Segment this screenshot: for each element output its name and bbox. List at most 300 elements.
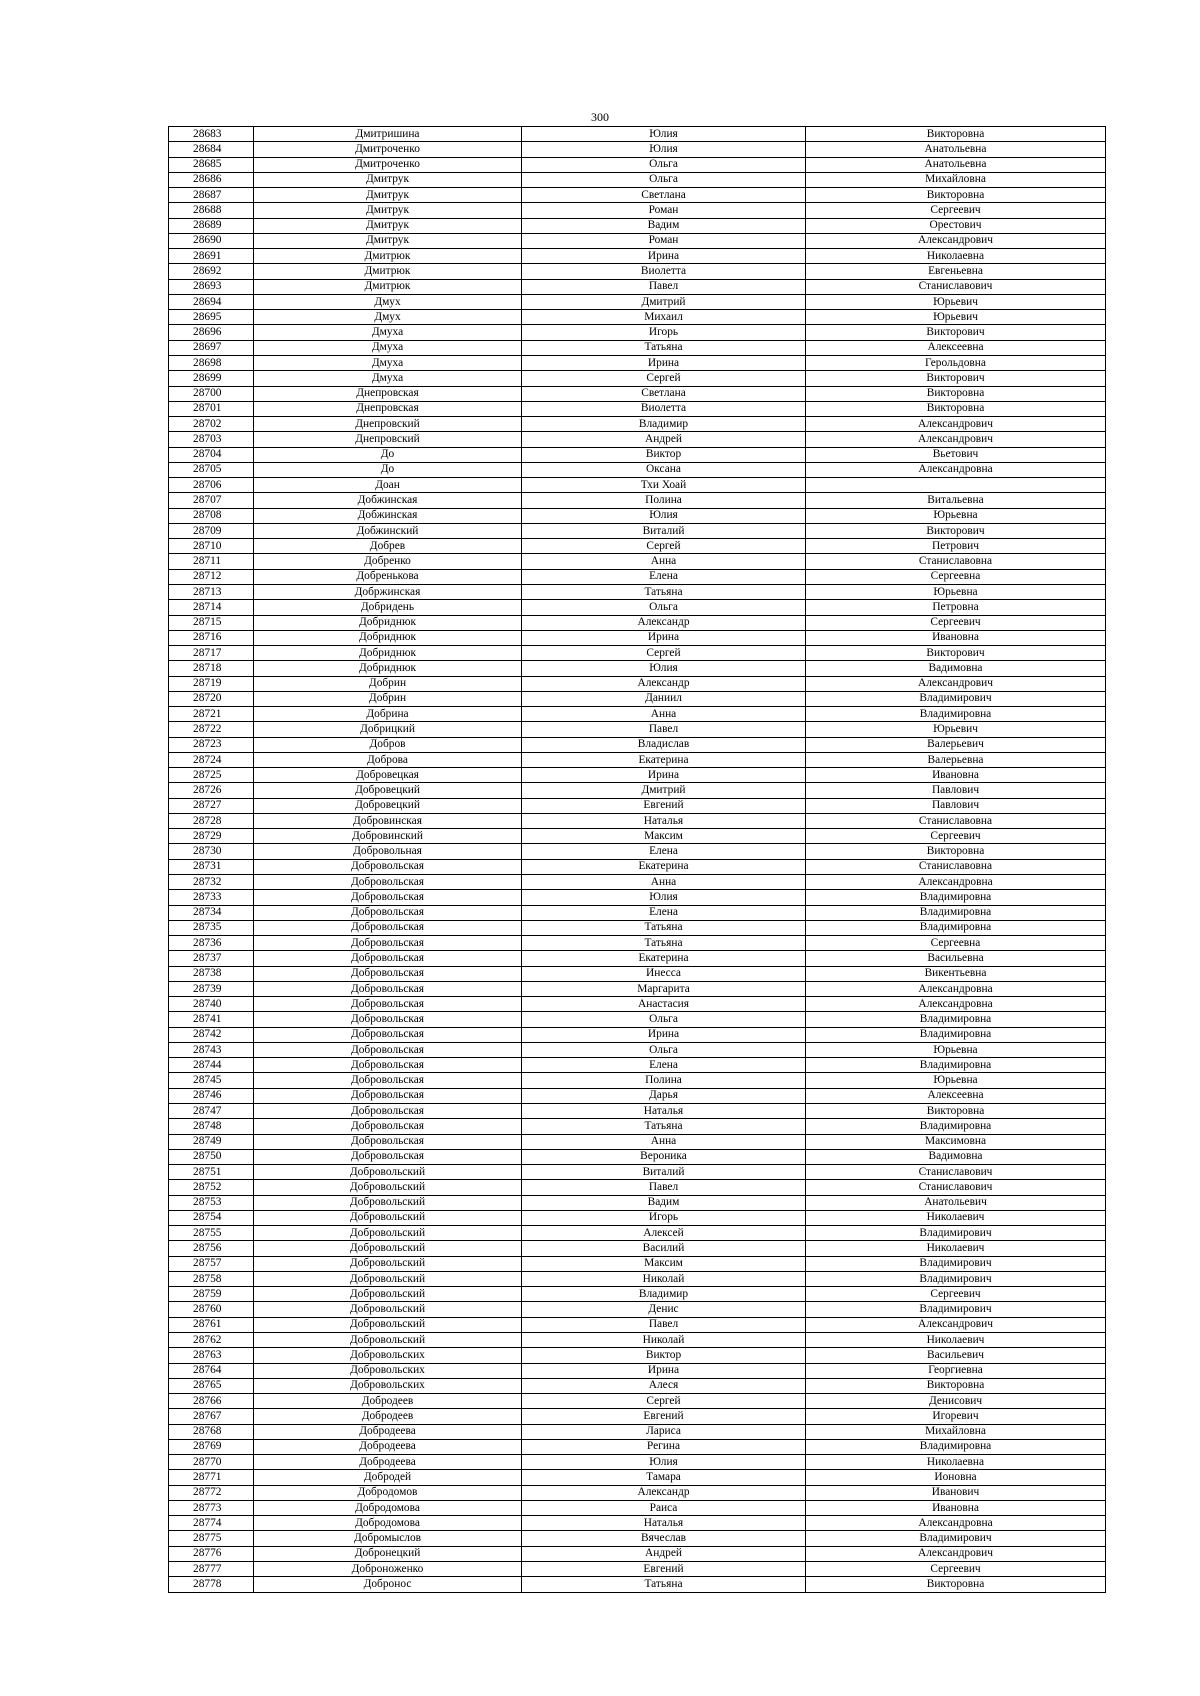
table-row bbox=[169, 1119, 1106, 1134]
record-number-cell: 28754 bbox=[169, 1210, 254, 1225]
first-name-cell: Вячеслав bbox=[522, 1531, 806, 1546]
surname-cell: Добровольский bbox=[254, 1241, 522, 1256]
first-name-cell: Даниил bbox=[522, 691, 806, 706]
first-name-cell: Дарья bbox=[522, 1088, 806, 1103]
table-row bbox=[169, 1271, 1106, 1286]
surname-cell: Дмитрюк bbox=[254, 264, 522, 279]
patronymic-cell: Викторовна bbox=[806, 1577, 1106, 1592]
first-name-cell: Полина bbox=[522, 493, 806, 508]
table-row bbox=[169, 157, 1106, 172]
record-number-cell: 28764 bbox=[169, 1363, 254, 1378]
surname-cell: Добродомов bbox=[254, 1485, 522, 1500]
table-row bbox=[169, 1531, 1106, 1546]
surname-cell: Добрина bbox=[254, 707, 522, 722]
record-number-cell: 28740 bbox=[169, 997, 254, 1012]
first-name-cell: Татьяна bbox=[522, 584, 806, 599]
table-row bbox=[169, 1226, 1106, 1241]
table-row bbox=[169, 584, 1106, 599]
table-row bbox=[169, 859, 1106, 874]
surname-cell: Добромыслов bbox=[254, 1531, 522, 1546]
surname-cell: Днепровская bbox=[254, 386, 522, 401]
table-row bbox=[169, 294, 1106, 309]
patronymic-cell: Николаевич bbox=[806, 1332, 1106, 1347]
first-name-cell: Андрей bbox=[522, 1546, 806, 1561]
record-number-cell: 28743 bbox=[169, 1042, 254, 1057]
patronymic-cell: Ивановна bbox=[806, 768, 1106, 783]
surname-cell: Дмуха bbox=[254, 371, 522, 386]
surname-cell: Добриднюк bbox=[254, 630, 522, 645]
record-number-cell: 28687 bbox=[169, 188, 254, 203]
patronymic-cell: Ивановна bbox=[806, 1500, 1106, 1515]
record-number-cell: 28695 bbox=[169, 310, 254, 325]
record-number-cell: 28708 bbox=[169, 508, 254, 523]
record-number-cell: 28778 bbox=[169, 1577, 254, 1592]
record-number-cell: 28715 bbox=[169, 615, 254, 630]
surname-cell: Добродомова bbox=[254, 1500, 522, 1515]
patronymic-cell: Вадимовна bbox=[806, 661, 1106, 676]
record-number-cell: 28770 bbox=[169, 1455, 254, 1470]
record-number-cell: 28750 bbox=[169, 1149, 254, 1164]
patronymic-cell: Викторовна bbox=[806, 844, 1106, 859]
record-number-cell: 28757 bbox=[169, 1256, 254, 1271]
patronymic-cell: Владимирович bbox=[806, 691, 1106, 706]
first-name-cell: Роман bbox=[522, 203, 806, 218]
record-number-cell: 28717 bbox=[169, 646, 254, 661]
patronymic-cell: Витальевна bbox=[806, 493, 1106, 508]
table-row bbox=[169, 1027, 1106, 1042]
surname-cell: Добрев bbox=[254, 539, 522, 554]
first-name-cell: Юлия bbox=[522, 1455, 806, 1470]
record-number-cell: 28739 bbox=[169, 981, 254, 996]
first-name-cell: Сергей bbox=[522, 539, 806, 554]
first-name-cell: Ирина bbox=[522, 249, 806, 264]
table-row bbox=[169, 630, 1106, 645]
surname-cell: Добровецкая bbox=[254, 768, 522, 783]
surname-cell: Добровинская bbox=[254, 813, 522, 828]
record-number-cell: 28733 bbox=[169, 890, 254, 905]
table-row bbox=[169, 844, 1106, 859]
first-name-cell: Анна bbox=[522, 1134, 806, 1149]
surname-cell: Добриднюк bbox=[254, 615, 522, 630]
record-number-cell: 28737 bbox=[169, 951, 254, 966]
surname-cell: До bbox=[254, 447, 522, 462]
record-number-cell: 28698 bbox=[169, 355, 254, 370]
patronymic-cell: Павлович bbox=[806, 798, 1106, 813]
table-row bbox=[169, 493, 1106, 508]
record-number-cell: 28704 bbox=[169, 447, 254, 462]
first-name-cell: Виталий bbox=[522, 523, 806, 538]
surname-cell: Дмитрук bbox=[254, 203, 522, 218]
surname-cell: Добровольский bbox=[254, 1332, 522, 1347]
table-row bbox=[169, 813, 1106, 828]
record-number-cell: 28684 bbox=[169, 142, 254, 157]
first-name-cell: Виолетта bbox=[522, 401, 806, 416]
record-number-cell: 28763 bbox=[169, 1348, 254, 1363]
surname-cell: Добровольская bbox=[254, 1027, 522, 1042]
record-number-cell: 28693 bbox=[169, 279, 254, 294]
first-name-cell: Виолетта bbox=[522, 264, 806, 279]
patronymic-cell: Денисович bbox=[806, 1394, 1106, 1409]
table-row bbox=[169, 1470, 1106, 1485]
first-name-cell: Екатерина bbox=[522, 859, 806, 874]
surname-cell: Добродомова bbox=[254, 1516, 522, 1531]
table-row bbox=[169, 340, 1106, 355]
first-name-cell: Владимир bbox=[522, 417, 806, 432]
table-row bbox=[169, 233, 1106, 248]
table-row bbox=[169, 264, 1106, 279]
record-number-cell: 28724 bbox=[169, 752, 254, 767]
first-name-cell: Игорь bbox=[522, 1210, 806, 1225]
table-row bbox=[169, 401, 1106, 416]
table-row bbox=[169, 172, 1106, 187]
record-number-cell: 28745 bbox=[169, 1073, 254, 1088]
first-name-cell: Павел bbox=[522, 1180, 806, 1195]
patronymic-cell: Васильевич bbox=[806, 1348, 1106, 1363]
first-name-cell: Татьяна bbox=[522, 1577, 806, 1592]
table-row bbox=[169, 325, 1106, 340]
table-row bbox=[169, 981, 1106, 996]
surname-cell: Добровольская bbox=[254, 1104, 522, 1119]
record-number-cell: 28692 bbox=[169, 264, 254, 279]
patronymic-cell: Ивановна bbox=[806, 630, 1106, 645]
patronymic-cell: Орестович bbox=[806, 218, 1106, 233]
table-row bbox=[169, 554, 1106, 569]
table-row bbox=[169, 737, 1106, 752]
record-number-cell: 28710 bbox=[169, 539, 254, 554]
first-name-cell: Игорь bbox=[522, 325, 806, 340]
patronymic-cell: Владимирович bbox=[806, 1531, 1106, 1546]
table-row bbox=[169, 1256, 1106, 1271]
table-row bbox=[169, 646, 1106, 661]
table-row bbox=[169, 1424, 1106, 1439]
surname-cell: Дмитроченко bbox=[254, 142, 522, 157]
first-name-cell: Евгений bbox=[522, 1561, 806, 1576]
table-row bbox=[169, 936, 1106, 951]
record-number-cell: 28753 bbox=[169, 1195, 254, 1210]
table-row bbox=[169, 1363, 1106, 1378]
first-name-cell: Михаил bbox=[522, 310, 806, 325]
table-row bbox=[169, 1195, 1106, 1210]
table-row bbox=[169, 676, 1106, 691]
patronymic-cell: Владимировна bbox=[806, 920, 1106, 935]
first-name-cell: Тамара bbox=[522, 1470, 806, 1485]
first-name-cell: Наталья bbox=[522, 1104, 806, 1119]
table-row bbox=[169, 1012, 1106, 1027]
first-name-cell: Лариса bbox=[522, 1424, 806, 1439]
table-row bbox=[169, 905, 1106, 920]
patronymic-cell: Алексеевна bbox=[806, 1088, 1106, 1103]
patronymic-cell: Юрьевна bbox=[806, 1073, 1106, 1088]
surname-cell: Добровольная bbox=[254, 844, 522, 859]
surname-cell: Дмитрук bbox=[254, 233, 522, 248]
record-number-cell: 28712 bbox=[169, 569, 254, 584]
record-number-cell: 28720 bbox=[169, 691, 254, 706]
surname-cell: Дмитришина bbox=[254, 127, 522, 142]
patronymic-cell: Юрьевна bbox=[806, 1042, 1106, 1057]
first-name-cell: Ирина bbox=[522, 768, 806, 783]
surname-cell: Добродей bbox=[254, 1470, 522, 1485]
table-row bbox=[169, 1394, 1106, 1409]
record-number-cell: 28738 bbox=[169, 966, 254, 981]
patronymic-cell: Юрьевна bbox=[806, 508, 1106, 523]
patronymic-cell: Сергеевич bbox=[806, 1287, 1106, 1302]
record-number-cell: 28748 bbox=[169, 1119, 254, 1134]
first-name-cell: Маргарита bbox=[522, 981, 806, 996]
patronymic-cell: Ионовна bbox=[806, 1470, 1106, 1485]
record-number-cell: 28714 bbox=[169, 600, 254, 615]
table-row bbox=[169, 1302, 1106, 1317]
record-number-cell: 28730 bbox=[169, 844, 254, 859]
patronymic-cell: Валерьевна bbox=[806, 752, 1106, 767]
record-number-cell: 28683 bbox=[169, 127, 254, 142]
table-row bbox=[169, 783, 1106, 798]
first-name-cell: Раиса bbox=[522, 1500, 806, 1515]
first-name-cell: Максим bbox=[522, 1256, 806, 1271]
surname-cell: Доброва bbox=[254, 752, 522, 767]
patronymic-cell: Михайловна bbox=[806, 1424, 1106, 1439]
surname-cell: Добровольская bbox=[254, 981, 522, 996]
table-row bbox=[169, 1088, 1106, 1103]
surname-cell: Дмуха bbox=[254, 340, 522, 355]
patronymic-cell: Станиславович bbox=[806, 1180, 1106, 1195]
surname-cell: Добридень bbox=[254, 600, 522, 615]
patronymic-cell: Игоревич bbox=[806, 1409, 1106, 1424]
table-row bbox=[169, 615, 1106, 630]
table-row bbox=[169, 1241, 1106, 1256]
surname-cell: Дмитрюк bbox=[254, 279, 522, 294]
record-number-cell: 28701 bbox=[169, 401, 254, 416]
surname-cell: Добровольских bbox=[254, 1348, 522, 1363]
record-number-cell: 28767 bbox=[169, 1409, 254, 1424]
patronymic-cell: Валерьевич bbox=[806, 737, 1106, 752]
surname-cell: Дмитрук bbox=[254, 172, 522, 187]
table-row bbox=[169, 691, 1106, 706]
surname-cell: Добров bbox=[254, 737, 522, 752]
record-number-cell: 28716 bbox=[169, 630, 254, 645]
first-name-cell: Сергей bbox=[522, 371, 806, 386]
patronymic-cell: Викторовна bbox=[806, 1104, 1106, 1119]
patronymic-cell: Николаевна bbox=[806, 1455, 1106, 1470]
first-name-cell: Владимир bbox=[522, 1287, 806, 1302]
table-row bbox=[169, 1332, 1106, 1347]
record-number-cell: 28726 bbox=[169, 783, 254, 798]
table-row bbox=[169, 279, 1106, 294]
patronymic-cell: Анатольевич bbox=[806, 1195, 1106, 1210]
table-row bbox=[169, 920, 1106, 935]
surname-cell: Добровольская bbox=[254, 997, 522, 1012]
patronymic-cell: Владимировна bbox=[806, 890, 1106, 905]
record-number-cell: 28759 bbox=[169, 1287, 254, 1302]
table-row bbox=[169, 462, 1106, 477]
table-row bbox=[169, 752, 1106, 767]
surname-cell: Добровольская bbox=[254, 936, 522, 951]
first-name-cell: Роман bbox=[522, 233, 806, 248]
table-row bbox=[169, 1149, 1106, 1164]
patronymic-cell: Владимирович bbox=[806, 1302, 1106, 1317]
first-name-cell: Юлия bbox=[522, 142, 806, 157]
record-number-cell: 28761 bbox=[169, 1317, 254, 1332]
record-number-cell: 28718 bbox=[169, 661, 254, 676]
surname-cell: Добровольский bbox=[254, 1302, 522, 1317]
surname-cell: Добровольских bbox=[254, 1378, 522, 1393]
first-name-cell: Юлия bbox=[522, 661, 806, 676]
record-number-cell: 28728 bbox=[169, 813, 254, 828]
first-name-cell: Дмитрий bbox=[522, 294, 806, 309]
record-number-cell: 28774 bbox=[169, 1516, 254, 1531]
surname-cell: Добровольская bbox=[254, 966, 522, 981]
surname-cell: Добровольский bbox=[254, 1271, 522, 1286]
table-row bbox=[169, 523, 1106, 538]
surname-cell: Добровольский bbox=[254, 1317, 522, 1332]
patronymic-cell: Николаевич bbox=[806, 1210, 1106, 1225]
record-number-cell: 28746 bbox=[169, 1088, 254, 1103]
record-number-cell: 28727 bbox=[169, 798, 254, 813]
patronymic-cell: Александровна bbox=[806, 875, 1106, 890]
patronymic-cell: Станиславович bbox=[806, 279, 1106, 294]
surname-cell: Добржинская bbox=[254, 584, 522, 599]
first-name-cell: Светлана bbox=[522, 188, 806, 203]
patronymic-cell: Васильевна bbox=[806, 951, 1106, 966]
surname-cell: Добродеев bbox=[254, 1394, 522, 1409]
record-number-cell: 28691 bbox=[169, 249, 254, 264]
record-number-cell: 28700 bbox=[169, 386, 254, 401]
surname-cell: Днепровский bbox=[254, 432, 522, 447]
patronymic-cell: Петровна bbox=[806, 600, 1106, 615]
surname-cell: Добровольский bbox=[254, 1210, 522, 1225]
first-name-cell: Тхи Хоай bbox=[522, 478, 806, 493]
surname-cell: Добровольский bbox=[254, 1256, 522, 1271]
first-name-cell: Ирина bbox=[522, 630, 806, 645]
first-name-cell: Вадим bbox=[522, 218, 806, 233]
surname-cell: Добровольский bbox=[254, 1226, 522, 1241]
record-number-cell: 28703 bbox=[169, 432, 254, 447]
surname-cell: Добровольская bbox=[254, 1134, 522, 1149]
table-row bbox=[169, 875, 1106, 890]
patronymic-cell: Юрьевич bbox=[806, 294, 1106, 309]
patronymic-cell: Александровна bbox=[806, 462, 1106, 477]
first-name-cell: Виктор bbox=[522, 1348, 806, 1363]
surname-cell: Добровольская bbox=[254, 1088, 522, 1103]
record-number-cell: 28713 bbox=[169, 584, 254, 599]
record-number-cell: 28751 bbox=[169, 1165, 254, 1180]
first-name-cell: Евгений bbox=[522, 1409, 806, 1424]
patronymic-cell: Викторовна bbox=[806, 188, 1106, 203]
first-name-cell: Елена bbox=[522, 569, 806, 584]
surname-cell: Доан bbox=[254, 478, 522, 493]
patronymic-cell: Викторовна bbox=[806, 401, 1106, 416]
table-row bbox=[169, 1516, 1106, 1531]
first-name-cell: Ирина bbox=[522, 1027, 806, 1042]
first-name-cell: Екатерина bbox=[522, 951, 806, 966]
first-name-cell: Павел bbox=[522, 722, 806, 737]
surname-cell: Добровольская bbox=[254, 1042, 522, 1057]
surname-cell: Добровольская bbox=[254, 1149, 522, 1164]
patronymic-cell: Владимировна bbox=[806, 1012, 1106, 1027]
first-name-cell: Елена bbox=[522, 1058, 806, 1073]
surname-cell: Днепровская bbox=[254, 401, 522, 416]
first-name-cell: Татьяна bbox=[522, 340, 806, 355]
record-number-cell: 28689 bbox=[169, 218, 254, 233]
patronymic-cell: Викторовна bbox=[806, 386, 1106, 401]
surname-cell: Дмитрюк bbox=[254, 249, 522, 264]
surname-cell: Добровольский bbox=[254, 1180, 522, 1195]
surname-cell: Добрин bbox=[254, 676, 522, 691]
first-name-cell: Александр bbox=[522, 676, 806, 691]
table-row bbox=[169, 1073, 1106, 1088]
first-name-cell: Наталья bbox=[522, 1516, 806, 1531]
record-number-cell: 28758 bbox=[169, 1271, 254, 1286]
first-name-cell: Анна bbox=[522, 875, 806, 890]
record-number-cell: 28711 bbox=[169, 554, 254, 569]
first-name-cell: Павел bbox=[522, 279, 806, 294]
surname-cell: Добровольская bbox=[254, 951, 522, 966]
table-row bbox=[169, 1409, 1106, 1424]
patronymic-cell: Юрьевич bbox=[806, 722, 1106, 737]
table-row bbox=[169, 1439, 1106, 1454]
record-number-cell: 28694 bbox=[169, 294, 254, 309]
surname-cell: Добровольская bbox=[254, 1058, 522, 1073]
first-name-cell: Владислав bbox=[522, 737, 806, 752]
record-number-cell: 28696 bbox=[169, 325, 254, 340]
patronymic-cell: Станиславовна bbox=[806, 859, 1106, 874]
patronymic-cell: Александрович bbox=[806, 233, 1106, 248]
table-row bbox=[169, 1104, 1106, 1119]
first-name-cell: Андрей bbox=[522, 432, 806, 447]
patronymic-cell: Максимовна bbox=[806, 1134, 1106, 1149]
record-number-cell: 28722 bbox=[169, 722, 254, 737]
first-name-cell: Оксана bbox=[522, 462, 806, 477]
table-row bbox=[169, 1180, 1106, 1195]
patronymic-cell: Викторовна bbox=[806, 1378, 1106, 1393]
patronymic-cell: Александрович bbox=[806, 1317, 1106, 1332]
table-row bbox=[169, 249, 1106, 264]
first-name-cell: Максим bbox=[522, 829, 806, 844]
first-name-cell: Татьяна bbox=[522, 936, 806, 951]
table-row bbox=[169, 203, 1106, 218]
surname-cell: Добровольская bbox=[254, 905, 522, 920]
table-row bbox=[169, 1165, 1106, 1180]
first-name-cell: Татьяна bbox=[522, 920, 806, 935]
surname-cell: Добровольский bbox=[254, 1195, 522, 1210]
patronymic-cell: Александровна bbox=[806, 981, 1106, 996]
first-name-cell: Анна bbox=[522, 707, 806, 722]
table-row bbox=[169, 890, 1106, 905]
first-name-cell: Юлия bbox=[522, 890, 806, 905]
surname-cell: Добродеева bbox=[254, 1455, 522, 1470]
record-number-cell: 28744 bbox=[169, 1058, 254, 1073]
surname-cell: Добрин bbox=[254, 691, 522, 706]
surname-cell: Добровецкий bbox=[254, 798, 522, 813]
patronymic-cell: Владимирович bbox=[806, 1256, 1106, 1271]
patronymic-cell: Станиславовна bbox=[806, 554, 1106, 569]
record-number-cell: 28706 bbox=[169, 478, 254, 493]
first-name-cell: Светлана bbox=[522, 386, 806, 401]
patronymic-cell: Юрьевич bbox=[806, 310, 1106, 325]
record-number-cell: 28707 bbox=[169, 493, 254, 508]
record-number-cell: 28685 bbox=[169, 157, 254, 172]
table-row bbox=[169, 432, 1106, 447]
table-row bbox=[169, 966, 1106, 981]
patronymic-cell bbox=[806, 478, 1106, 493]
surname-cell: Добродеева bbox=[254, 1439, 522, 1454]
patronymic-cell: Викторович bbox=[806, 371, 1106, 386]
record-number-cell: 28742 bbox=[169, 1027, 254, 1042]
first-name-cell: Анастасия bbox=[522, 997, 806, 1012]
patronymic-cell: Юрьевна bbox=[806, 584, 1106, 599]
patronymic-cell: Петрович bbox=[806, 539, 1106, 554]
patronymic-cell: Сергеевна bbox=[806, 936, 1106, 951]
record-number-cell: 28777 bbox=[169, 1561, 254, 1576]
